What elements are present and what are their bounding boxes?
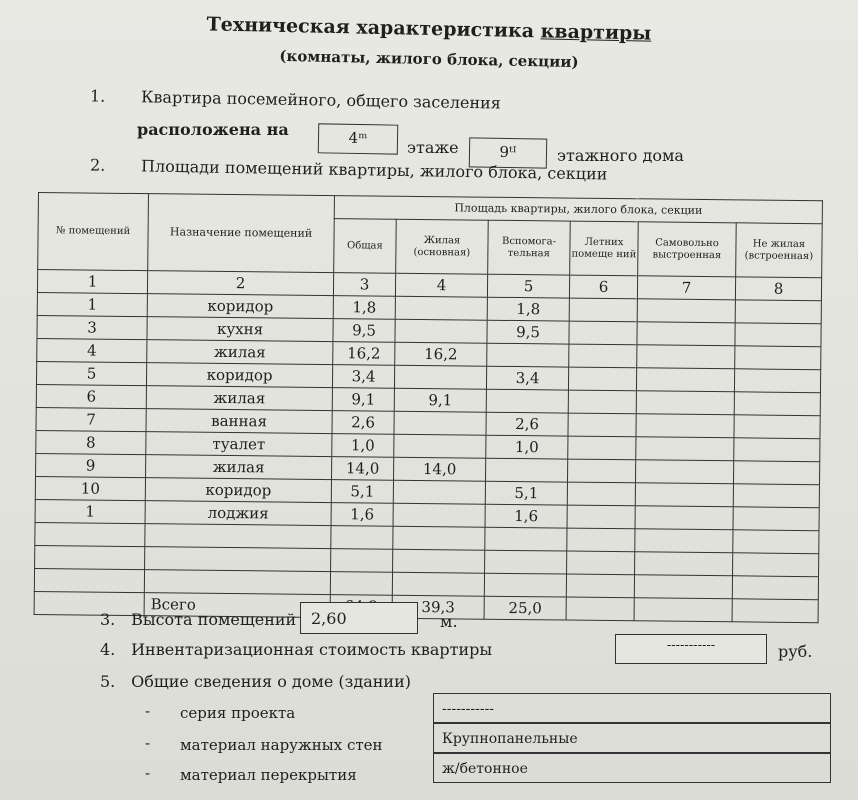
- header-summer: Летних помеще ний: [570, 221, 639, 276]
- row-living: [394, 411, 486, 435]
- col-num: 3: [333, 273, 395, 297]
- row-selfbuilt: [635, 506, 733, 530]
- row-summer: [569, 344, 637, 368]
- row-purpose: жилая: [146, 386, 332, 411]
- row-living: [395, 296, 487, 320]
- row-summer: [567, 505, 635, 529]
- floor-label: этаже: [407, 138, 459, 157]
- col-num: 6: [569, 275, 637, 299]
- row-purpose: лоджия: [145, 501, 331, 526]
- row-living: 14,0: [394, 457, 486, 481]
- row-selfbuilt: [636, 368, 734, 392]
- row-total: 14,0: [332, 457, 394, 481]
- house-label-walls: материал наружных стен: [180, 736, 383, 754]
- row-nonliving: [735, 346, 821, 370]
- cost-box: -----------: [615, 634, 767, 664]
- row-total: 1,6: [331, 503, 393, 527]
- row-selfbuilt: [637, 345, 735, 369]
- row-nonliving: [735, 323, 821, 347]
- item-2-text: Площади помещений квартиры, жилого блока, секции: [140, 156, 608, 184]
- col-num: 5: [487, 274, 569, 298]
- total-living: 39,3: [392, 595, 484, 619]
- row-purpose: туалет: [146, 432, 332, 457]
- row-nonliving: [733, 507, 819, 531]
- row-nonliving: [734, 438, 820, 462]
- house-bullet: -: [145, 702, 151, 720]
- table-body: [35, 292, 821, 530]
- house-bullet: -: [145, 764, 151, 782]
- item-5-number: 5.: [100, 672, 116, 691]
- row-living: [394, 434, 486, 458]
- row-number: 8: [36, 430, 146, 454]
- total-aux: 25,0: [484, 596, 566, 620]
- row-summer: [568, 390, 636, 414]
- row-purpose: ванная: [146, 409, 332, 434]
- row-purpose: жилая: [147, 340, 333, 365]
- row-summer: [567, 459, 635, 483]
- row-nonliving: [734, 392, 820, 416]
- row-selfbuilt: [635, 460, 733, 484]
- row-nonliving: [734, 415, 820, 439]
- row-total: 1,0: [332, 434, 394, 458]
- header-selfbuilt: Самовольно выстроенная: [638, 222, 737, 277]
- title-underlined: квартиры: [540, 20, 652, 45]
- row-living: [394, 365, 486, 389]
- row-total: 5,1: [331, 480, 393, 504]
- row-number: 10: [35, 476, 145, 500]
- col-num: 1: [37, 270, 147, 294]
- row-summer: [569, 321, 637, 345]
- row-aux: [486, 389, 568, 413]
- row-number: 1: [35, 499, 145, 523]
- row-aux: 3,4: [486, 366, 568, 390]
- title-text: Техническая характеристика: [206, 13, 535, 43]
- row-total: 16,2: [333, 342, 395, 366]
- row-living: [395, 319, 487, 343]
- row-nonliving: [733, 461, 819, 485]
- height-box: 2,60: [300, 602, 418, 634]
- item-3-text: Высота помещений: [131, 610, 297, 629]
- row-total: 3,4: [332, 365, 394, 389]
- located-label: расположена на: [137, 120, 289, 139]
- row-purpose: коридор: [146, 363, 332, 388]
- area-table: [34, 192, 823, 623]
- row-selfbuilt: [636, 437, 734, 461]
- row-aux: 1,8: [487, 297, 569, 321]
- row-nonliving: [734, 369, 820, 393]
- row-aux: [485, 458, 567, 482]
- row-summer: [567, 482, 635, 506]
- house-value-series: -----------: [433, 693, 831, 723]
- item-1-number: 1.: [89, 86, 106, 106]
- row-living: 9,1: [394, 388, 486, 412]
- row-living: 16,2: [395, 342, 487, 366]
- row-aux: [487, 343, 569, 367]
- total-label: Всего: [144, 593, 330, 618]
- row-summer: [569, 298, 637, 322]
- house-label-series: серия проекта: [180, 704, 296, 722]
- row-selfbuilt: [636, 391, 734, 415]
- item-3-number: 3.: [100, 610, 116, 629]
- item-3: [100, 610, 296, 629]
- item-1-text: Квартира посемейного, общего заселения: [140, 87, 502, 113]
- item-4-number: 4.: [100, 640, 116, 659]
- row-total: 9,1: [332, 388, 394, 412]
- row-number: 9: [36, 453, 146, 477]
- item-2-number: 2.: [89, 155, 106, 175]
- row-number: 1: [37, 292, 147, 316]
- item-5: [100, 672, 411, 691]
- row-total: 2,6: [332, 411, 394, 435]
- col-num: 8: [735, 277, 821, 301]
- row-summer: [568, 413, 636, 437]
- row-number: 3: [37, 315, 147, 339]
- item-4-text: Инвентаризационная стоимость квартиры: [131, 640, 493, 659]
- col-num: 2: [147, 271, 333, 296]
- row-selfbuilt: [635, 483, 733, 507]
- col-num: 4: [395, 273, 487, 297]
- row-purpose: коридор: [145, 478, 331, 503]
- row-summer: [568, 367, 636, 391]
- row-total: 1,8: [333, 296, 395, 320]
- cost-unit: руб.: [778, 642, 813, 661]
- row-nonliving: [735, 300, 821, 324]
- house-label-floors: материал перекрытия: [180, 766, 357, 784]
- row-number: 6: [36, 384, 146, 408]
- row-number: 4: [37, 338, 147, 362]
- row-selfbuilt: [637, 322, 735, 346]
- header-nonliving: Не жилая (встроенная): [736, 223, 823, 278]
- row-aux: 2,6: [486, 412, 568, 436]
- header-purpose: Назначение помещений: [148, 194, 335, 273]
- row-living: [393, 503, 485, 527]
- row-purpose: жилая: [146, 455, 332, 480]
- row-selfbuilt: [636, 414, 734, 438]
- row-living: [393, 480, 485, 504]
- row-total: 9,5: [333, 319, 395, 343]
- floors-label: этажного дома: [557, 146, 684, 165]
- row-aux: 1,6: [485, 504, 567, 528]
- row-number: 5: [36, 361, 146, 385]
- header-total: Общая: [334, 219, 397, 274]
- row-number: 7: [36, 407, 146, 431]
- row-aux: 9,5: [487, 320, 569, 344]
- house-value-walls: Крупнопанельные: [433, 723, 831, 753]
- row-nonliving: [733, 484, 819, 508]
- item-4: [100, 640, 492, 659]
- header-area-group: Площадь квартиры, жилого блока, секции: [334, 196, 822, 224]
- floors-box: 9ᵗᴵ: [469, 137, 548, 168]
- header-living: Жилая (основная): [396, 219, 489, 274]
- height-unit: м.: [440, 612, 458, 631]
- house-value-floors: ж/бетонное: [433, 753, 831, 783]
- row-selfbuilt: [637, 299, 735, 323]
- row-summer: [568, 436, 636, 460]
- row-purpose: коридор: [147, 294, 333, 319]
- row-aux: 1,0: [486, 435, 568, 459]
- header-number: № помещений: [38, 193, 149, 271]
- document-subtitle: (комнаты, жилого блока, секции): [279, 46, 579, 72]
- house-bullet: -: [145, 734, 151, 752]
- item-1: [90, 86, 501, 112]
- col-num: 7: [637, 276, 735, 300]
- row-aux: 5,1: [485, 481, 567, 505]
- row-purpose: кухня: [147, 317, 333, 342]
- header-aux: Вспомога-тельная: [488, 220, 571, 275]
- floor-box: 4ᵐ: [318, 123, 399, 154]
- item-5-text: Общие сведения о доме (здании): [131, 672, 411, 691]
